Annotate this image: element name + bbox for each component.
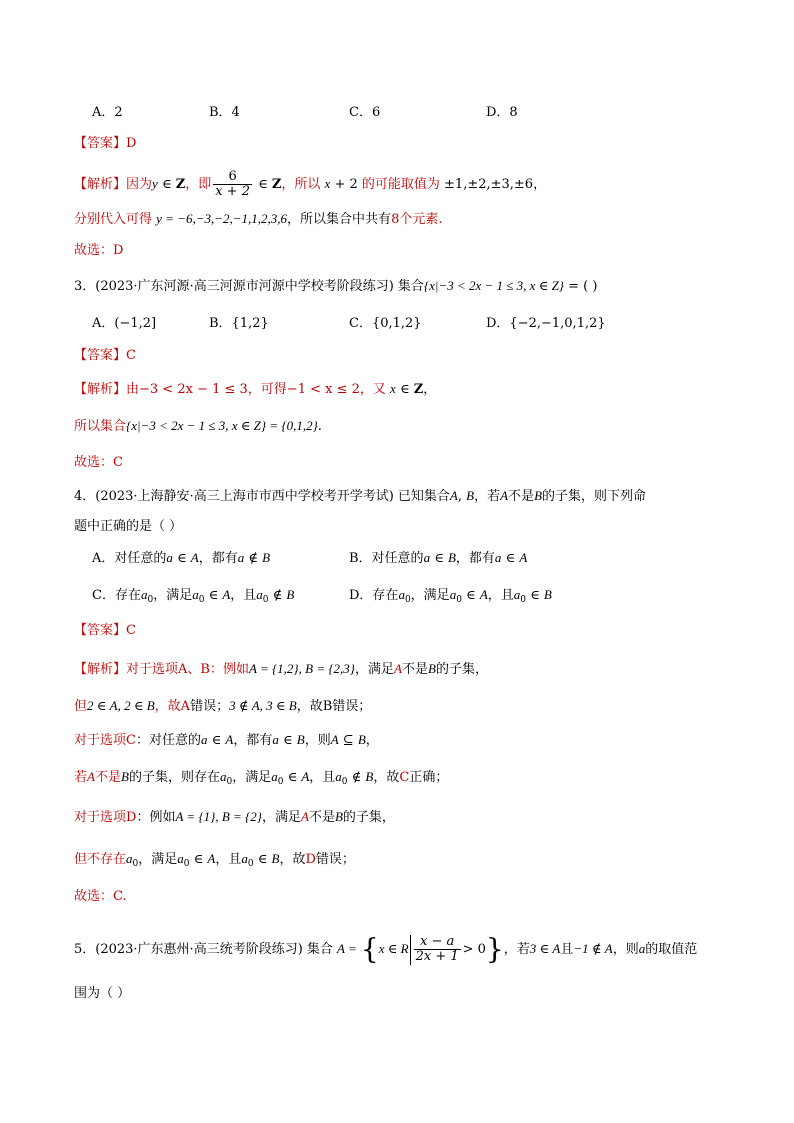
text: ，则 — [612, 942, 639, 957]
text: 对于选项 — [74, 810, 127, 825]
answer-tag: 【答案】 — [74, 623, 127, 638]
text: 不是 — [401, 662, 428, 677]
answer-tag: 【答案】 — [74, 136, 127, 151]
q3-answer — [74, 347, 136, 365]
analysis-tag: 【解析】 — [74, 382, 127, 397]
text: ，且 — [309, 770, 336, 785]
q3-option-b: B．{1,2} — [209, 316, 269, 331]
q3-choose — [74, 454, 123, 472]
q4-option-c: C．存在$a_0$，满足$a_0$ ∈ A，且$a_0$ ∉ B — [92, 587, 295, 605]
q4-option-b: B．对任意的a ∈ B，都有a ∈ A — [349, 550, 528, 566]
text: ，都有 — [198, 551, 238, 566]
text: 对于选项 — [74, 733, 127, 748]
fraction-denominator: 2x + 1 — [415, 949, 459, 964]
math: −1 ∉ A — [573, 941, 613, 956]
text: D．存在 — [349, 588, 399, 603]
text: 不是 — [308, 810, 335, 825]
q4-answer — [74, 622, 136, 640]
text: ，都有 — [233, 733, 273, 748]
text: A．对任意的 — [92, 551, 167, 566]
text: C — [126, 733, 136, 748]
text: 若 — [74, 770, 88, 785]
text: 但 — [74, 699, 88, 714]
q2-option-a: A．2 — [92, 105, 123, 120]
text: B．对任意的 — [349, 551, 424, 566]
math: 2 ∈ A, 2 ∈ B — [87, 698, 155, 713]
text: 正确； — [409, 770, 449, 785]
set-bar — [410, 935, 411, 965]
text: 故选：D — [74, 243, 124, 258]
text: ，若 — [503, 942, 530, 957]
brace-right: } — [485, 932, 504, 966]
q2-option-b: B．4 — [209, 105, 240, 120]
math: ±1,±2,±3,±6 — [444, 177, 534, 192]
text: ， — [365, 733, 379, 748]
q3-analysis-line-2 — [74, 417, 322, 436]
q2-answer — [74, 135, 136, 153]
math: A = {1}, B = {2} — [175, 809, 262, 824]
q2-option-d: D．8 — [486, 105, 518, 120]
q5-stem-2: 围为（ ） — [74, 986, 131, 1001]
q3-option-c: C．{0,1,2} — [349, 316, 422, 331]
text: 的取值范 — [645, 942, 698, 957]
text: ，故 — [279, 852, 306, 867]
q4-stem-2: 题中正确的是（ ） — [74, 519, 183, 534]
text: C — [399, 770, 410, 785]
text: 对于选项 — [126, 662, 179, 677]
q4-stem-1: 4．(2023·上海静安·高三上海市市西中学校考开学考试) 已知集合A, B，若A不是B的子集，则下列命 — [74, 488, 647, 504]
q3-option-d: D．{−2,−1,0,1,2} — [486, 316, 606, 331]
q2-choose — [74, 242, 123, 260]
q4-analysis-line-2 — [74, 697, 371, 716]
q4-analysis-line-1: 【解析】对于选项A、B：例如A = {1,2}, B = {2,3}，满足A不是B的子集， — [74, 661, 488, 677]
text: A — [180, 699, 191, 714]
text: 故选：C. — [74, 889, 127, 904]
q4-analysis-line-5: 对于选项D：例如A = {1}, B = {2}，满足A不是B的子集， — [74, 809, 395, 825]
text: ：例如 — [136, 810, 176, 825]
text: ，满足 — [261, 810, 301, 825]
text: ：对任意的 — [135, 733, 201, 748]
text: 的子集， — [435, 662, 488, 677]
analysis-tag: 【解析】 — [74, 177, 127, 192]
text: ，且 — [230, 588, 257, 603]
text: 故选：C — [74, 455, 123, 470]
q2-option-c: C．6 — [349, 105, 381, 120]
text: 4．(2023·上海静安·高三上海市市西中学校考开学考试) 已知集合 — [74, 489, 450, 504]
fraction — [414, 935, 461, 964]
text: 且 — [560, 942, 574, 957]
analysis-tag: 【解析】 — [74, 662, 127, 677]
q4-option-a: A．对任意的a ∈ A，都有a ∉ B — [92, 550, 271, 566]
text: 不是 — [508, 489, 535, 504]
math: {x|−3 < 2x − 1 ≤ 3, x ∈ Z} — [423, 278, 564, 293]
text: 因为 — [126, 177, 153, 192]
text: A、B — [178, 662, 210, 677]
answer-value: C — [126, 348, 136, 363]
text: 所以集合 — [74, 419, 127, 434]
text: ，若 — [474, 489, 501, 504]
q3-option-a: A．(−1,2] — [92, 316, 157, 331]
q5-stem-1: 5．(2023·广东惠州·高三统考阶段练习) 集合 A = {x ∈ R $\frac{x - a}{2x + 1}$ > 0}，若3 ∈ A且−1 ∉ A，则a的取值范 — [74, 932, 698, 966]
text: ，满足 — [138, 852, 178, 867]
text: 个元素. — [399, 212, 443, 227]
text: ，且 — [215, 852, 242, 867]
text: ，所以集合中共有 — [287, 212, 392, 227]
text: ，故 — [373, 770, 400, 785]
text: D — [305, 852, 316, 867]
math: > 0 — [462, 942, 486, 957]
q3-analysis-line-1: 【解析】由−3 < 2x − 1 ≤ 3，可得−1 < x ≤ 2，又 x ∈ Z， — [74, 381, 437, 397]
text: ， — [423, 382, 437, 397]
text: 但不存在 — [74, 852, 127, 867]
math: 3 ∈ A — [529, 941, 561, 956]
q3-stem — [74, 277, 597, 296]
text: ，满足 — [410, 588, 450, 603]
text: 由−3 < 2x − 1 ≤ 3，可得−1 < x ≤ 2，又 — [126, 382, 386, 397]
answer-tag: 【答案】 — [74, 348, 127, 363]
text: 错误； — [315, 852, 355, 867]
text: 3．(2023·广东河源·高三河源市河源中学校考阶段练习) 集合 — [74, 279, 424, 294]
text: ，满足 — [153, 588, 193, 603]
math: A = {1,2}, B = {2,3} — [249, 661, 355, 676]
text: ，则 — [304, 733, 331, 748]
text: C．存在 — [92, 588, 141, 603]
text: 的子集，则存在 — [128, 770, 220, 785]
math: 3 ∉ A, 3 ∈ B — [229, 698, 297, 713]
text: B — [322, 699, 333, 714]
math: y = −6,−3,−2,−1,1,2,3,6 — [156, 211, 288, 226]
brace-left: { — [360, 932, 379, 966]
text: ， — [533, 177, 547, 192]
text: D — [126, 810, 137, 825]
text: ，且 — [487, 588, 514, 603]
answer-value: C — [126, 623, 136, 638]
fraction-numerator: x − a — [419, 934, 455, 949]
text: 错误； — [332, 699, 372, 714]
q4-option-d: D．存在$a_0$，满足$a_0$ ∈ A，且$a_0$ ∈ B — [349, 587, 552, 605]
text: 不是 — [94, 770, 121, 785]
math: {x|−3 < 2x − 1 ≤ 3, x ∈ Z} = {0,1,2} — [126, 418, 318, 433]
text: ：例如 — [209, 662, 249, 677]
text: ，故 — [296, 699, 323, 714]
text: ，故 — [154, 699, 181, 714]
text: ，所以 — [281, 177, 321, 192]
fraction: $\frac{6}{x + 2}$ — [215, 169, 250, 199]
text: ，满足 — [232, 770, 272, 785]
q4-analysis-line-4: 若A不是B的子集，则存在$a_0$，满足$a_0$ ∈ A，且$a_0$ ∉ B，故C正确； — [74, 769, 449, 787]
q4-analysis-line-3: 对于选项C：对任意的a ∈ A，都有a ∈ B，则A ⊆ B， — [74, 732, 379, 748]
text: 8 — [391, 212, 400, 227]
text: ，都有 — [455, 551, 495, 566]
q2-analysis-line-1: 【解析】因为y ∈ Z，即 $\frac{6}{x + 2}$ ∈ Z，所以 x + 2 的可能取值为 ±1,±2,±3,±6， — [74, 169, 547, 199]
math: A = — [337, 941, 357, 956]
q4-choose — [74, 888, 127, 906]
text: ，即 — [185, 177, 212, 192]
answer-value: D — [126, 136, 137, 151]
q4-analysis-line-6: 但不存在$a_0$，满足$a_0$ ∈ A，且$a_0$ ∈ B，故D错误； — [74, 851, 355, 869]
text: 的子集， — [342, 810, 395, 825]
text: = ( ) — [568, 279, 598, 294]
math: x ∈ R — [378, 941, 409, 956]
text: 分别代入可得 — [74, 212, 153, 227]
text: . — [317, 419, 322, 434]
text: ，满足 — [355, 662, 395, 677]
text: 5．(2023·广东惠州·高三统考阶段练习) 集合 — [74, 942, 333, 957]
text: 错误； — [190, 699, 230, 714]
text: 的子集，则下列命 — [542, 489, 647, 504]
text: 的可能取值为 — [361, 177, 440, 192]
q2-analysis-line-2 — [74, 210, 442, 229]
